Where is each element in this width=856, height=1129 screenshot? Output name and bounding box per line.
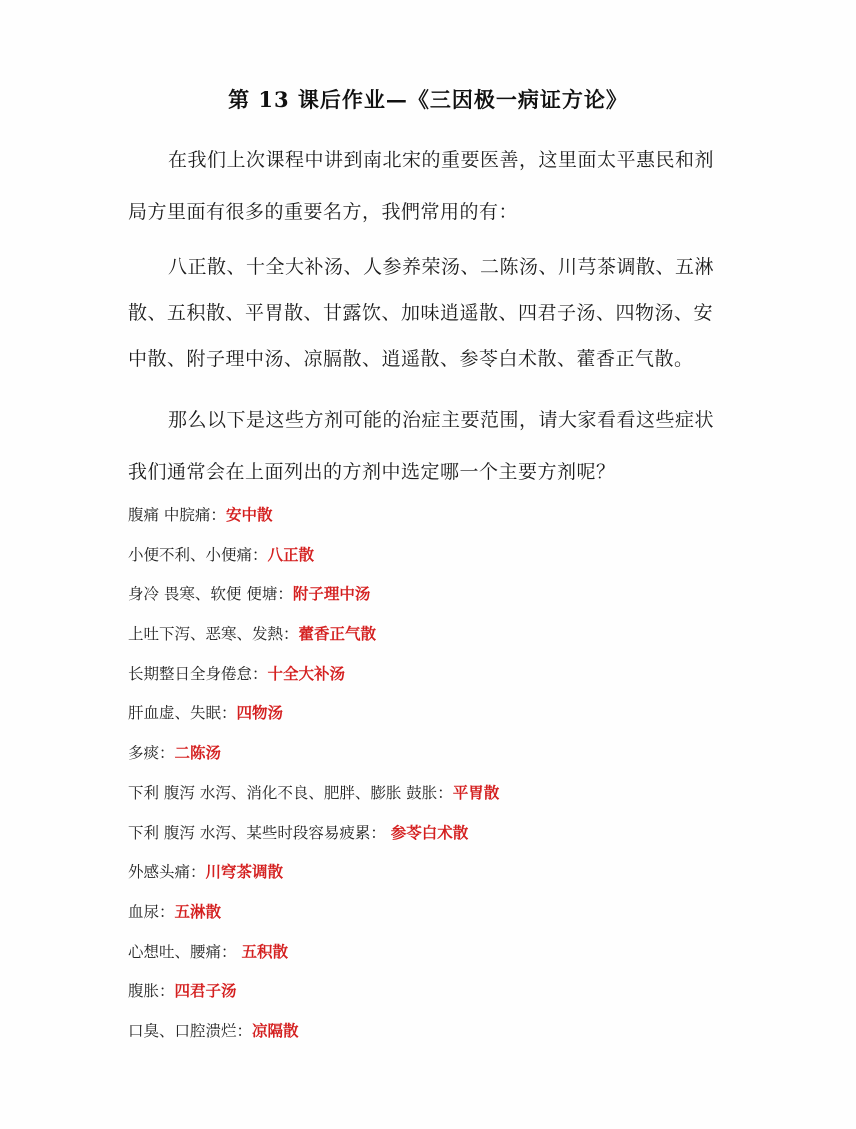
answer-row <box>128 496 768 536</box>
symptom-text: 下利 腹泻 水泻、某些时段容易疲累： <box>128 823 391 842</box>
question-paragraph: 那么以下是这些方剂可能的治症主要范围，请大家看看这些症状我们通常会在上面列出的方剂中选定哪一个主要方剂呢？ <box>128 409 715 483</box>
symptom-text: 多痰： <box>128 744 175 763</box>
answer-row <box>128 893 768 933</box>
formula-answer: 平胃散 <box>452 783 500 802</box>
formula-answer: 八正散 <box>267 545 315 564</box>
answer-row <box>128 536 768 576</box>
formula-answer: 藿香正气散 <box>298 625 377 644</box>
formula-answer: 安中散 <box>225 506 273 524</box>
symptom-text: 上吐下泻、恶寒、发熱： <box>128 625 299 644</box>
answer-row <box>128 933 768 973</box>
answer-row <box>128 615 768 655</box>
symptom-text: 身冷 畏寒、软便 便塘： <box>128 585 293 604</box>
answer-row <box>128 694 768 734</box>
formula-answer: 附子理中汤 <box>292 585 371 604</box>
formula-answer: 凉隔散 <box>252 1021 299 1040</box>
answer-row <box>128 853 768 893</box>
intro-paragraph: 在我们上次课程中讲到南北宋的重要医善，这里面太平惠民和剂局方里面有很多的重要名方，我們常用的有： <box>128 149 715 223</box>
answer-row <box>128 1012 768 1052</box>
answer-row <box>128 814 768 854</box>
symptom-text: 外感头痛： <box>128 863 206 882</box>
formula-answer: 十全大补汤 <box>267 664 346 683</box>
symptom-text: 小便不利、小便痛： <box>128 545 268 564</box>
formula-answer: 川穹茶调散 <box>205 863 284 882</box>
formula-list-paragraph: 八正散、十全大补汤、人参养荣汤、二陈汤、川芎茶调散、五淋散、五积散、平胃散、甘露饮、加味逍遥散、四君子汤、四物汤、安中散、附子理中汤、凉膈散、逍遥散、参苓白术散、藿香正气散。 <box>128 256 715 370</box>
answer-row <box>128 972 768 1012</box>
symptom-text: 腹痛 中脘痛： <box>128 506 226 524</box>
answer-row <box>128 655 768 695</box>
symptom-text: 肝血虚、失眠： <box>128 704 237 723</box>
formula-answer: 二陈汤 <box>174 744 222 763</box>
symptom-text: 长期整日全身倦怠： <box>128 664 268 683</box>
formula-answer: 五积散 <box>241 942 288 961</box>
symptom-text: 血尿： <box>128 902 175 921</box>
formula-answer: 五淋散 <box>174 902 222 921</box>
answer-row <box>128 575 768 615</box>
page-title: 第 13 课后作业—《三因极一病证方论》 <box>228 87 628 112</box>
symptom-text: 口臭、口腔溃烂： <box>128 1021 253 1040</box>
formula-answer: 四物汤 <box>236 704 284 723</box>
answer-row <box>128 774 768 814</box>
formula-answer: 参苓白术散 <box>390 823 469 842</box>
symptom-text: 心想吐、腰痛： <box>128 942 242 961</box>
answer-list <box>128 496 768 1052</box>
symptom-text: 腹胀： <box>128 982 175 1001</box>
answer-row <box>128 734 768 774</box>
symptom-text: 下利 腹泻 水泻、消化不良、肥胖、膨胀 鼓胀： <box>128 783 453 802</box>
formula-answer: 四君子汤 <box>174 982 237 1001</box>
